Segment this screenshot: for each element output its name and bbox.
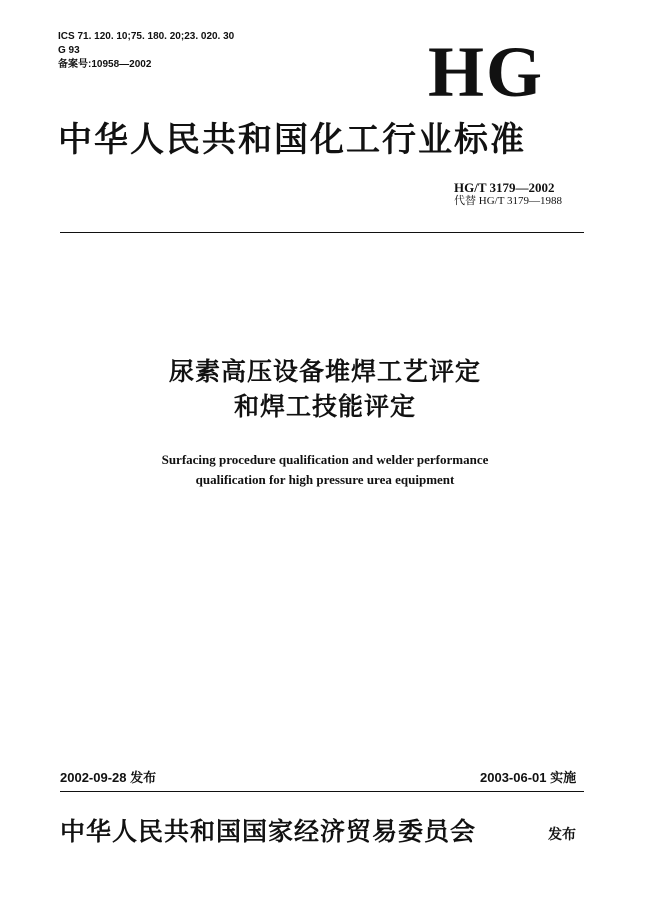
issue-date: 2002-09-28 发布	[60, 770, 157, 785]
issuing-authority: 中华人民共和国国家经济贸易委员会	[60, 817, 477, 846]
english-title-line-1: Surfacing procedure qualification and welder performance	[161, 452, 489, 467]
standard-category-title: 中华人民共和国化工行业标准	[58, 120, 526, 160]
english-title-line-2: qualification for high pressure urea equipment	[195, 472, 455, 487]
classification-code: G 93	[58, 45, 80, 56]
document-metadata	[58, 30, 234, 72]
standard-number: HG/T 3179—2002	[454, 180, 555, 195]
effective-date: 2003-06-01 实施	[480, 770, 577, 785]
hg-logo: HG	[428, 32, 545, 112]
publish-label: 发布	[548, 826, 576, 842]
record-number: 备案号:10958—2002	[58, 59, 152, 70]
chinese-title-line-2: 和焊工技能评定	[233, 392, 416, 421]
bottom-divider	[60, 791, 584, 792]
top-divider	[60, 232, 584, 233]
chinese-title-line-1: 尿素高压设备堆焊工艺评定	[168, 357, 481, 386]
ics-code: ICS 71. 120. 10;75. 180. 20;23. 020. 30	[58, 31, 235, 42]
replaces-standard: 代替 HG/T 3179—1988	[454, 195, 562, 207]
